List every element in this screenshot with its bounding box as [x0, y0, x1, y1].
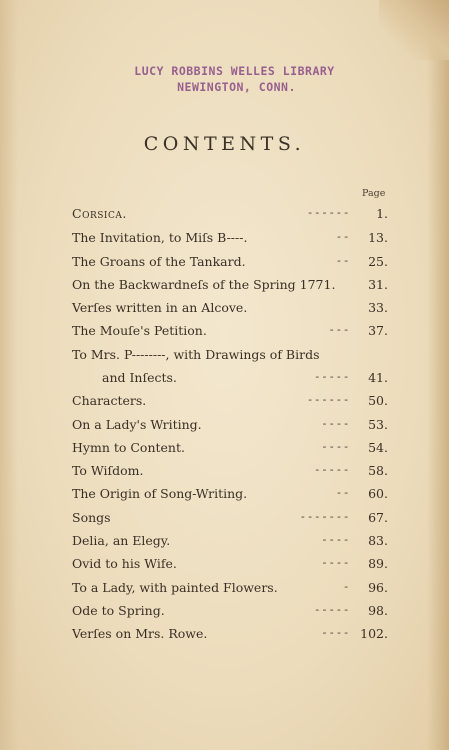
contents-entry	[72, 277, 388, 295]
contents-entry	[72, 510, 388, 528]
entry-page-number: 60.	[368, 486, 388, 501]
worn-corner	[379, 0, 449, 60]
contents-entry	[72, 230, 388, 248]
entry-page-number: 13.	[368, 230, 388, 245]
entry-page-number: 89.	[368, 556, 388, 571]
entry-title: On the Backwardneſs of the Spring 1771.	[72, 277, 336, 292]
entry-title: Songs	[72, 510, 111, 525]
entry-title: Delia, an Elegy.	[72, 533, 171, 548]
page-edge-shadow-right	[427, 0, 449, 750]
entry-title: To Wiſdom.	[72, 463, 144, 478]
entry-page-number: 67.	[368, 510, 388, 525]
entry-title: Corsica.	[72, 206, 127, 221]
entry-leader-dashes: - - - -	[322, 556, 348, 569]
entry-leader-dashes: - - -	[329, 323, 348, 336]
entry-title: and Inſects.	[102, 370, 177, 385]
entry-title: Hymn to Content.	[72, 440, 185, 455]
entry-leader-dashes: - - - -	[322, 417, 348, 430]
contents-entry	[72, 300, 388, 318]
entry-page-number: 1.	[376, 206, 388, 221]
entry-leader-dashes: - - - - - -	[308, 393, 348, 406]
entry-title: Ode to Spring.	[72, 603, 165, 618]
entry-page-number: 53.	[368, 417, 388, 432]
entry-leader-dashes: - -	[337, 486, 348, 499]
entry-title: The Invitation, to Miſs B----.	[72, 230, 248, 245]
contents-entry	[72, 486, 388, 504]
contents-entry	[72, 254, 388, 272]
contents-entry	[72, 393, 388, 411]
library-stamp-line2: NEWINGTON, CONN.	[177, 80, 296, 94]
entry-leader-dashes: -	[344, 580, 348, 593]
entry-page-number: 96.	[368, 580, 388, 595]
entry-leader-dashes: - - - -	[322, 533, 348, 546]
entry-title: Verſes on Mrs. Rowe.	[72, 626, 208, 641]
contents-entry	[72, 463, 388, 481]
entry-leader-dashes: - - - -	[322, 626, 348, 639]
entry-page-number: 98.	[368, 603, 388, 618]
entry-leader-dashes: - - - - -	[315, 463, 348, 476]
entry-title: Verſes written in an Alcove.	[72, 300, 248, 315]
page-column-heading: Page	[362, 188, 386, 199]
entry-title: Characters.	[72, 393, 147, 408]
contents-entry	[72, 323, 388, 341]
page-title: CONTENTS.	[143, 133, 306, 155]
contents-entry	[72, 206, 388, 224]
entry-leader-dashes: - -	[337, 230, 348, 243]
entry-leader-dashes: - - - - - -	[308, 206, 348, 219]
entry-page-number: 33.	[368, 300, 388, 315]
entry-title: To Mrs. P--------, with Drawings of Birds	[72, 347, 320, 362]
contents-entry	[72, 370, 388, 388]
contents-entry	[72, 556, 388, 574]
contents-entry	[72, 440, 388, 458]
entry-title: The Origin of Song-Writing.	[72, 486, 248, 501]
entry-page-number: 102.	[360, 626, 388, 641]
entry-leader-dashes: - - - - -	[315, 370, 348, 383]
entry-page-number: 31.	[368, 277, 388, 292]
entry-page-number: 58.	[368, 463, 388, 478]
contents-entry	[72, 417, 388, 435]
contents-entry	[72, 533, 388, 551]
contents-entry	[72, 626, 388, 644]
entry-leader-dashes: - - - -	[322, 440, 348, 453]
contents-entry	[72, 580, 388, 598]
page-edge-shadow-left	[0, 0, 18, 750]
entry-title: The Mouſe's Petition.	[72, 323, 207, 338]
entry-page-number: 41.	[368, 370, 388, 385]
entry-page-number: 54.	[368, 440, 388, 455]
contents-entry	[72, 603, 388, 621]
library-stamp-line1: LUCY ROBBINS WELLES LIBRARY	[134, 64, 335, 78]
entry-leader-dashes: - -	[337, 254, 348, 267]
contents-entry	[72, 347, 388, 365]
entry-title: Ovid to his Wife.	[72, 556, 177, 571]
entry-page-number: 83.	[368, 533, 388, 548]
entry-page-number: 25.	[368, 254, 388, 269]
entry-title: The Groans of the Tankard.	[72, 254, 246, 269]
entry-title: On a Lady's Writing.	[72, 417, 202, 432]
entry-page-number: 50.	[368, 393, 388, 408]
entry-leader-dashes: - - - - -	[315, 603, 348, 616]
entry-page-number: 37.	[368, 323, 388, 338]
entry-leader-dashes: - - - - - - -	[301, 510, 348, 523]
entry-title: To a Lady, with painted Flowers.	[72, 580, 278, 595]
